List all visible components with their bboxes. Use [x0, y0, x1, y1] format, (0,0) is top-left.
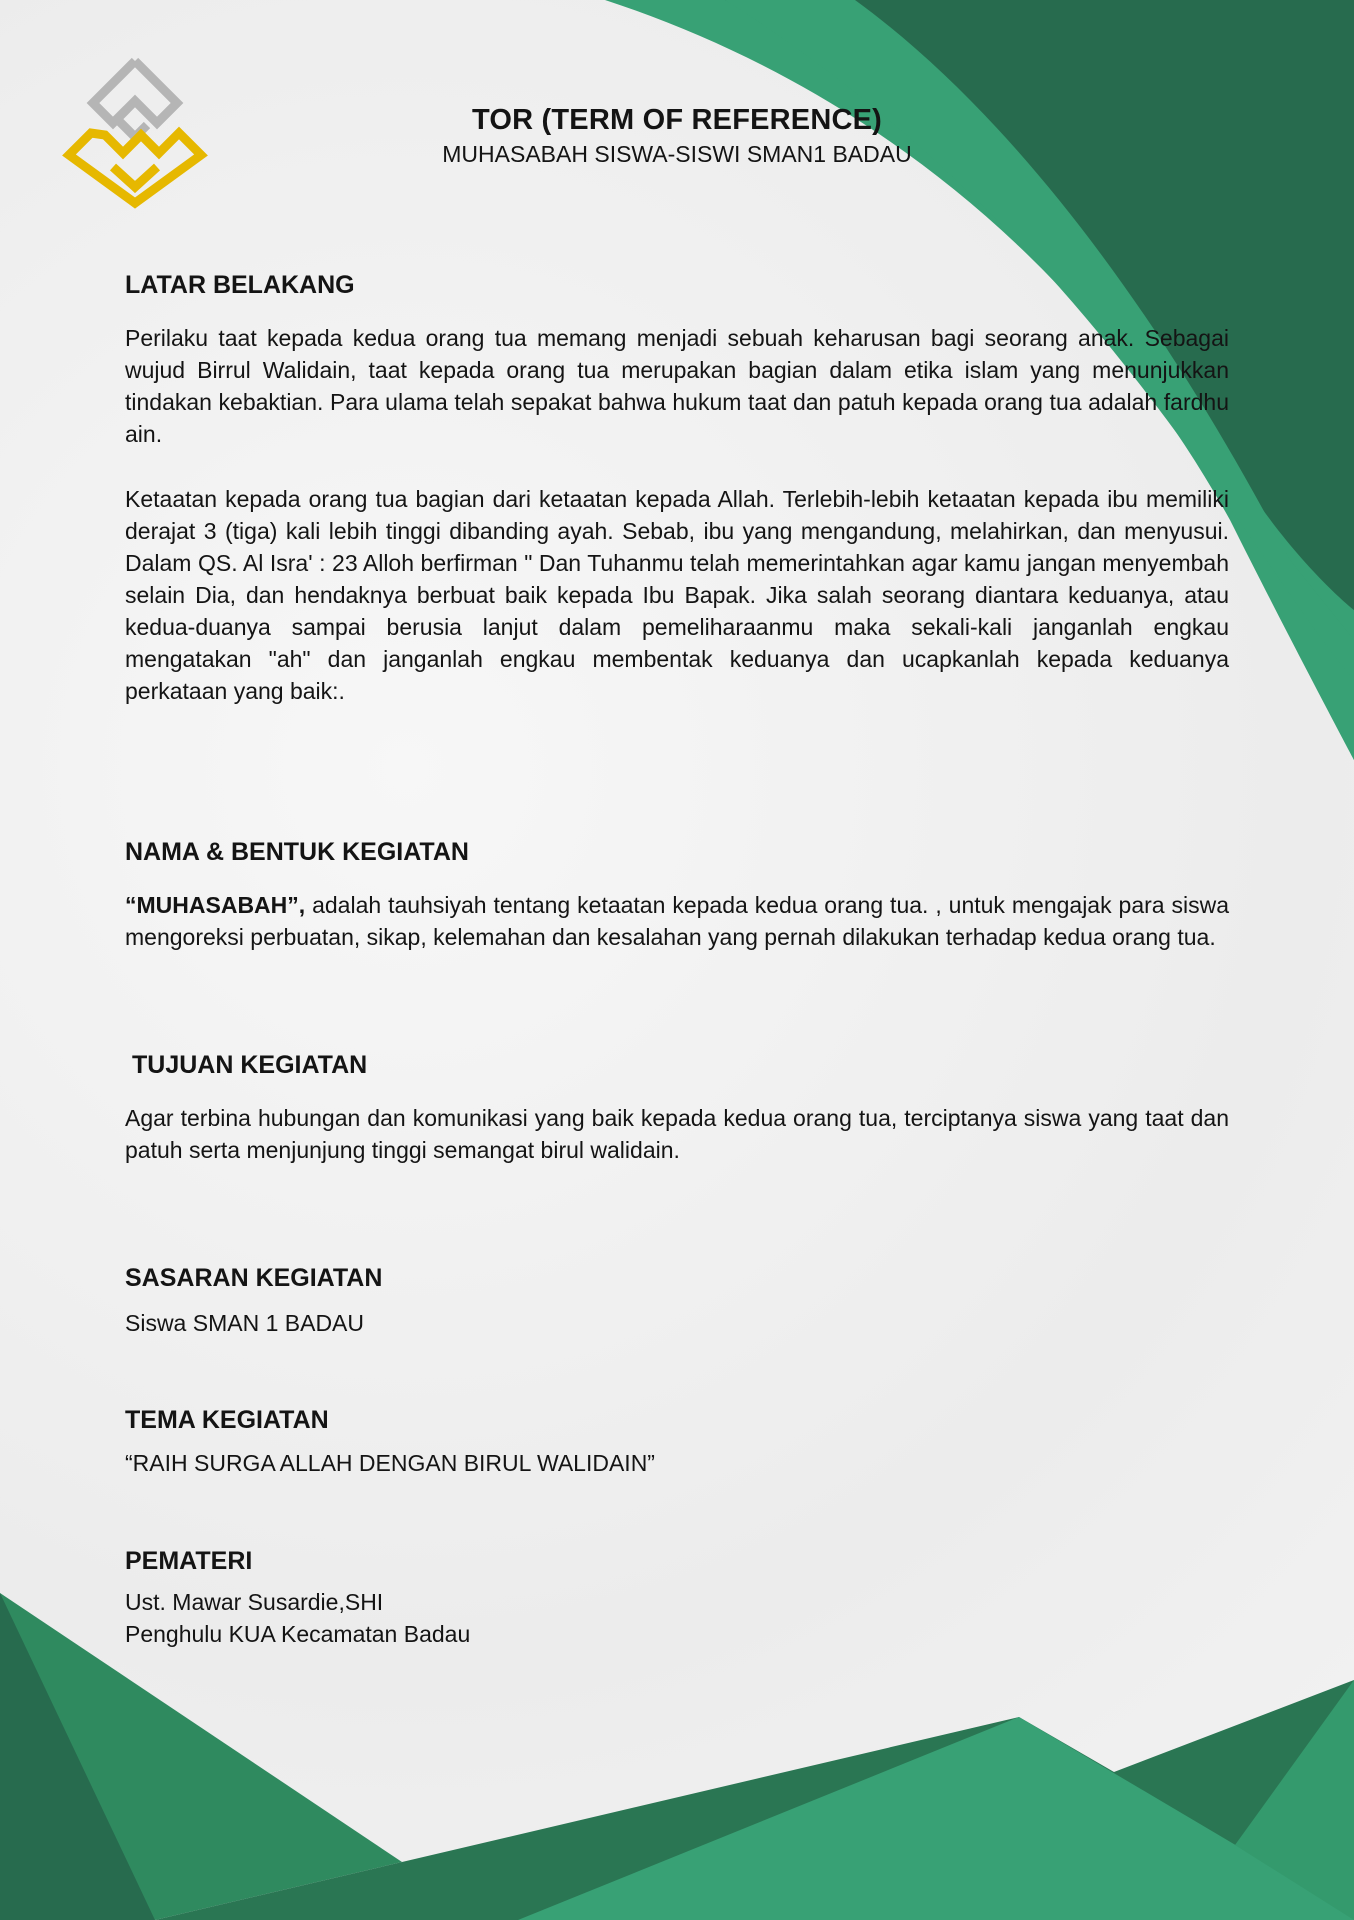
- muhasabah-bold: “MUHASABAH”,: [125, 892, 306, 918]
- heading-tujuan-kegiatan: TUJUAN KEGIATAN: [132, 1051, 368, 1079]
- document-subtitle: [0, 141, 1354, 168]
- text-tema: “RAIH SURGA ALLAH DENGAN BIRUL WALIDAIN”: [125, 1450, 655, 1476]
- heading-nama-kegiatan: NAMA & BENTUK KEGIATAN: [125, 838, 469, 866]
- subtitle-text: MUHASABAH SISWA-SISWI SMAN1 BADAU: [442, 141, 912, 167]
- document-title: [0, 104, 1354, 137]
- heading-latar-belakang: LATAR BELAKANG: [125, 271, 355, 299]
- paragraph-latar-1: Perilaku taat kepada kedua orang tua memang menjadi sebuah keharusan bagi seorang anak. Sebagai wujud Birrul Walidain, taat kepada orang tua merupakan bagian dalam etika islam yang menunjukkan tindakan kebaktian. Para ulama telah sepakat bahwa hukum taat dan patuh kepada orang tua adalah fardhu ain.: [125, 325, 1229, 447]
- text-pemateri-role: Penghulu KUA Kecamatan Badau: [125, 1621, 471, 1647]
- text-pemateri-name: Ust. Mawar Susardie,SHI: [125, 1589, 384, 1615]
- paragraph-tujuan: Agar terbina hubungan dan komunikasi yang baik kepada kedua orang tua, terciptanya siswa yang taat dan patuh serta menjunjung tinggi semangat birul walidain.: [125, 1105, 1229, 1163]
- heading-sasaran-kegiatan: SASARAN KEGIATAN: [125, 1264, 383, 1292]
- heading-pemateri: PEMATERI: [125, 1547, 253, 1575]
- text-sasaran: Siswa SMAN 1 BADAU: [125, 1310, 365, 1336]
- title-text: TOR (TERM OF REFERENCE): [471, 104, 883, 136]
- nama-kegiatan-text: adalah tauhsiyah tentang ketaatan kepada kedua orang tua. , untuk mengajak para siswa mengoreksi perbuatan, sikap, kelemahan dan kesalahan yang pernah dilakukan terhadap kedua orang tua.: [125, 892, 1229, 950]
- paragraph-latar-2: Ketaatan kepada orang tua bagian dari ketaatan kepada Allah. Terlebih-lebih ketaatan kepada ibu memiliki derajat 3 (tiga) kali lebih tinggi dibanding ayah. Sebab, ibu yang mengandung, melahirkan, dan menyusui. Dalam QS. Al Isra' : 23 Alloh berfirman " Dan Tuhanmu telah memerintahkan agar kamu jangan menyembah selain Dia, dan hendaknya berbuat baik kepada Ibu Bapak. Jika salah seorang diantara keduanya, atau kedua-duanya sampai berusia lanjut dalam pemeliharaanmu maka sekali-kali janganlah engkau mengatakan "ah" dan janganlah engkau membentak keduanya dan ucapkanlah kepada keduanya perkataan yang baik:.: [125, 486, 1229, 704]
- paragraph-nama-kegiatan: [125, 889, 1229, 953]
- heading-tema-kegiatan: TEMA KEGIATAN: [125, 1406, 329, 1434]
